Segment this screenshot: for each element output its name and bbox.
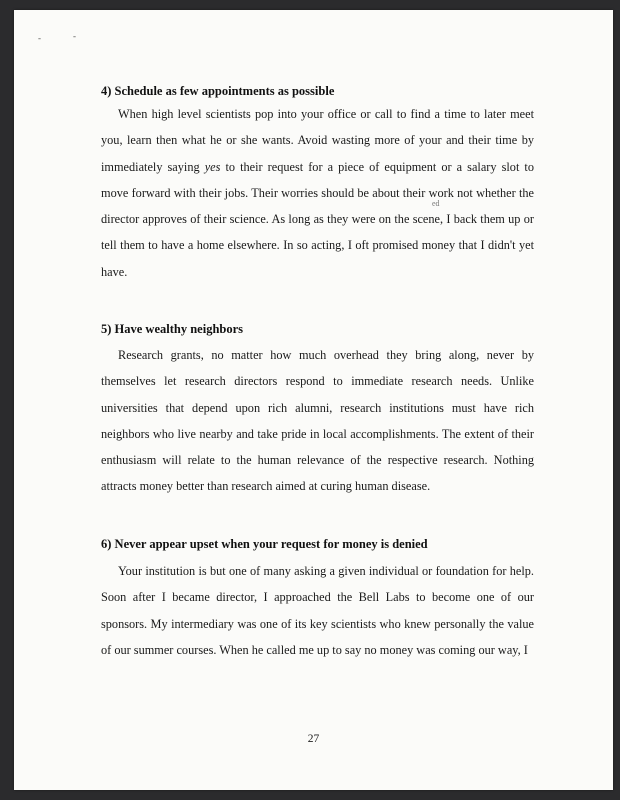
section-paragraph-5: Research grants, no matter how much overhead they bring along, never by themselves let research directors respond to immediate research needs. Unlike universities that depend upon rich alumni, research institutions must have rich neighbors who live nearby and take pride in local accomplishments. The extent of their enthusiasm will relate to the human relevance of the respective research. Nothing attracts money better than research aimed at curing human disease.: [101, 348, 534, 494]
section-heading-6: 6) Never appear upset when your request for money is denied: [101, 537, 428, 551]
paragraph-text: When high level scientists pop into your office or call to find a time to later meet you, learn then what he or she wants. Avoid wasting more of your and their time by immediately saying: [101, 107, 534, 174]
emphasis-yes: yes: [204, 159, 221, 174]
section-paragraph-4: [101, 101, 534, 285]
document-page: [14, 10, 613, 790]
section-paragraph-6: Your institution is but one of many asking a given individual or foundation for help. Soon after I became director, I approached the Bell Labs to become one of our sponsors. My intermediary was one of its key scientists who knew personally the value of our summer courses. When he called me up to say no money was coming our way, I: [101, 564, 534, 657]
handwritten-annotation: ed: [432, 199, 440, 208]
section-heading-4: 4) Schedule as few appointments as possible: [101, 84, 335, 98]
margin-mark: -: [73, 31, 76, 41]
margin-mark: -: [38, 33, 41, 43]
page-number: 27: [307, 733, 320, 745]
paragraph-text: to their request for a piece of equipment or a salary slot to move forward with their jobs. Their worries should be about their work not whether the director approves of their science. As long as they were on the scene, I back them up or tell them to have a home elsewhere. In so acting, I oft promised money that I didn't yet have.: [101, 159, 534, 279]
section-heading-5: 5) Have wealthy neighbors: [101, 322, 244, 336]
